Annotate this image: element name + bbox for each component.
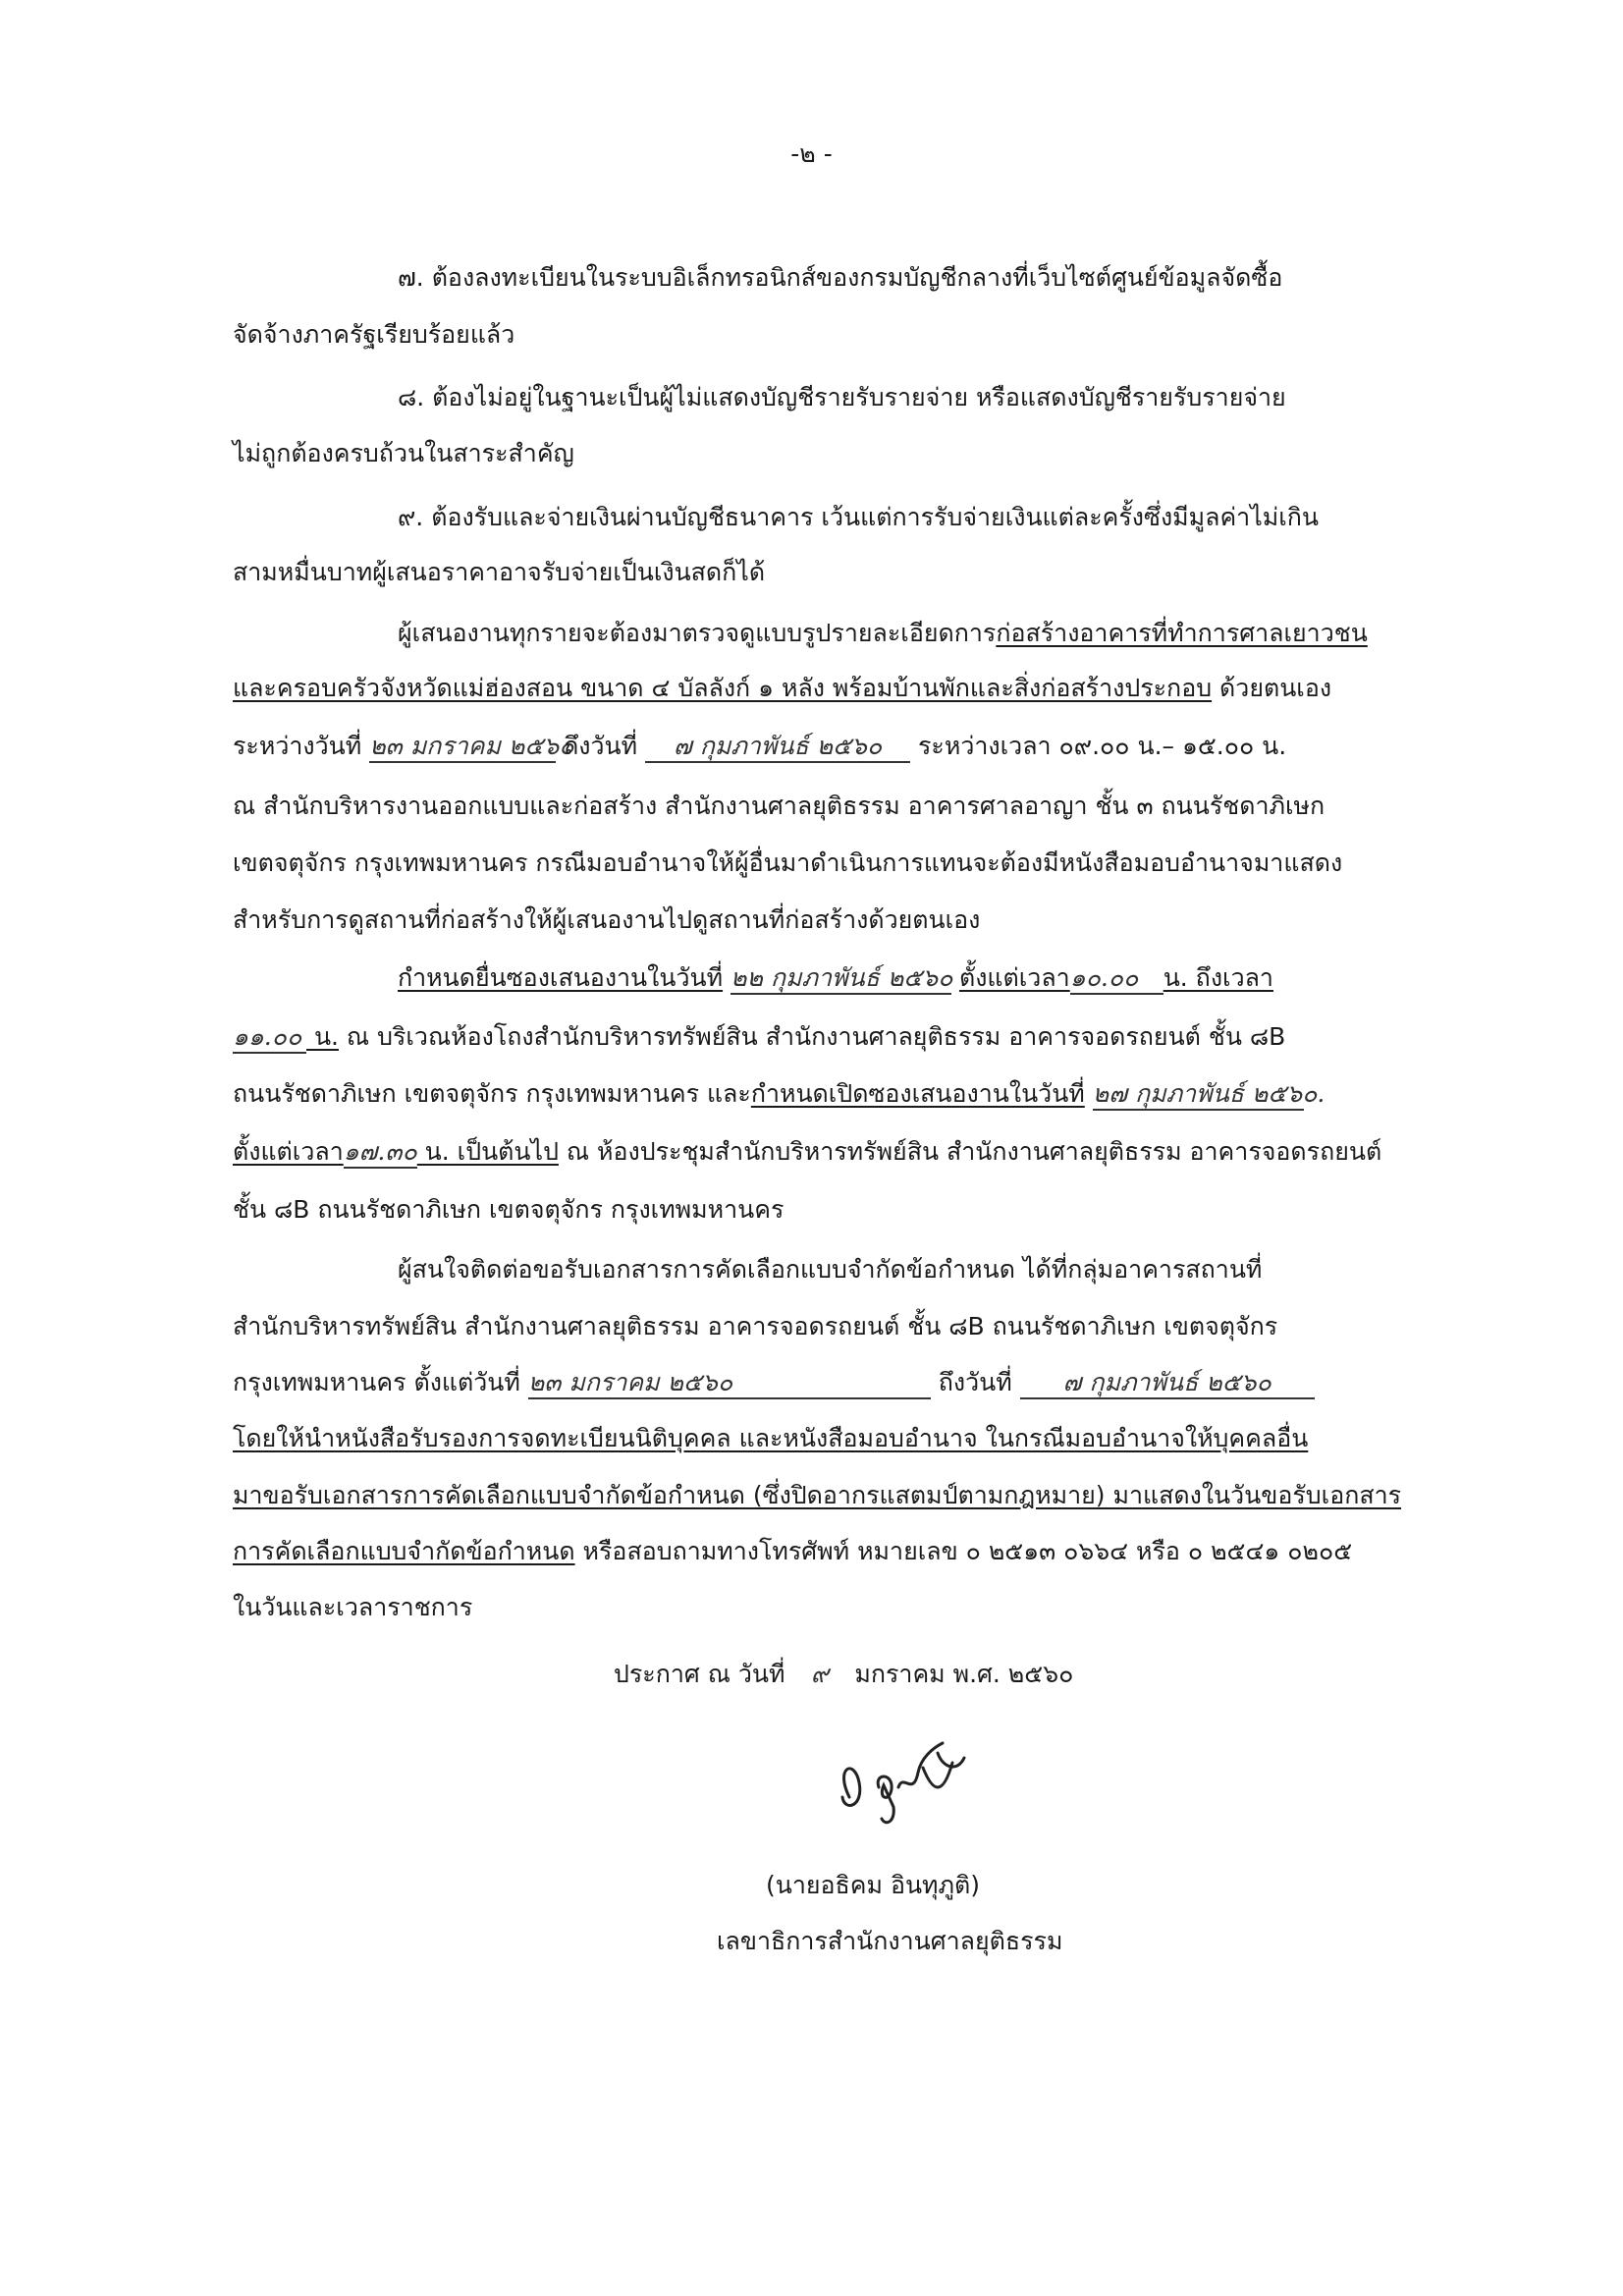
handwritten-day: ๙ (810, 1660, 830, 1688)
handwritten-date: ๗ กุมภาพันธ์ ๒๕๖๐ (673, 732, 883, 760)
item-7-line-1: ๗. ต้องลงทะเบียนในระบบอิเล็กทรอนิกส์ของกรมบัญชีกลางที่เว็บไซต์ศูนย์ข้อมูลจัดซื้อ (398, 263, 1283, 292)
documents-text: การคัดเลือกแบบจำกัดข้อกำหนด (233, 1537, 575, 1565)
announcement-prefix: ประกาศ ณ วันที่ (614, 1660, 785, 1688)
documents-line-3 (233, 1368, 1315, 1399)
documents-line-6 (233, 1537, 1352, 1566)
submission-text: กำหนดยื่นซองเสนองานในวันที่ (398, 963, 724, 992)
item-8-line-1: ๘. ต้องไม่อยู่ในฐานะเป็นผู้ไม่แสดงบัญชีรายรับรายจ่าย หรือแสดงบัญชีรายรับรายจ่าย (398, 383, 1286, 411)
handwritten-date: ๒๗ กุมภาพันธ์ ๒๕๖๐. (1092, 1079, 1325, 1108)
submission-text: กำหนดเปิดซองเสนองานในวันที่ (750, 1079, 1085, 1108)
survey-line-3 (233, 732, 1286, 763)
item-9-line-2: สามหมื่นบาทผู้เสนอราคาอาจรับจ่ายเป็นเงินสดก็ได้ (233, 558, 766, 586)
survey-line-5: เขตจตุจักร กรุงเทพมหานคร กรณีมอบอำนาจให้ผู้อื่นมาดำเนินการแทนจะต้องมีหนังสือมอบอำนาจมาแสดง (233, 848, 1343, 877)
signatory-position: เลขาธิการสำนักงานศาลยุติธรรม (717, 1927, 1063, 1955)
signatory-name: (นายอธิคม อินทุภูติ) (766, 1871, 981, 1899)
submission-text: น. เป็นต้นไป (416, 1137, 559, 1166)
documents-line-4: โดยให้นำหนังสือรับรองการจดทะเบียนนิติบุคคล และหนังสือมอบอำนาจ ในกรณีมอบอำนาจให้บุคคลอื่น (233, 1424, 1309, 1452)
submission-text: ตั้งแต่เวลา (958, 963, 1070, 992)
documents-text: กรุงเทพมหานคร ตั้งแต่วันที่ (233, 1368, 520, 1396)
item-8-line-2: ไม่ถูกต้องครบถ้วนในสาระสำคัญ (233, 439, 574, 467)
project-name-underlined: และครอบครัวจังหวัดแม่ฮ่องสอน ขนาด ๔ บัลลังก์ ๑ หลัง พร้อมบ้านพักและสิ่งก่อสร้างประกอบ (233, 674, 1213, 702)
handwritten-time: ๑๐.๐๐ (1069, 963, 1139, 992)
submission-line-1 (398, 963, 1273, 995)
page-number: -๒ - (790, 139, 833, 168)
submission-text: ตั้งแต่เวลา (233, 1137, 344, 1166)
survey-line-4: ณ สำนักบริหารงานออกแบบและก่อสร้าง สำนักงานศาลยุติธรรม อาคารศาลอาญา ชั้น ๓ ถนนรัชดาภิเษก (233, 792, 1325, 820)
submission-line-5: ชั้น ๘B ถนนรัชดาภิเษก เขตจตุจักร กรุงเทพมหานคร (233, 1195, 784, 1224)
submission-text: ณ ห้องประชุมสำนักบริหารทรัพย์สิน สำนักงานศาลยุติธรรม อาคารจอดรถยนต์ (558, 1137, 1382, 1166)
survey-line-2 (233, 674, 1331, 703)
announcement-month-year: มกราคม พ.ศ. ๒๕๖๐ (854, 1660, 1074, 1688)
item-9-line-1: ๙. ต้องรับและจ่ายเงินผ่านบัญชีธนาคาร เว้นแต่การรับจ่ายเงินแต่ละครั้งซึ่งมีมูลค่าไม่เกิน (398, 503, 1320, 531)
handwritten-date: ๒๒ กุมภาพันธ์ ๒๕๖๐ (730, 963, 953, 992)
documents-text: หรือสอบถามทางโทรศัพท์ หมายเลข ๐ ๒๕๑๓ ๐๖๖๔ หรือ ๐ ๒๕๔๑ ๐๒๐๕ (574, 1537, 1353, 1565)
submission-text: น. ถึงเวลา (1163, 963, 1273, 992)
documents-line-5: มาขอรับเอกสารการคัดเลือกแบบจำกัดข้อกำหนด (ซึ่งปิดอากรแสตมป์ตามกฎหมาย) มาแสดงในวันขอรับเอกสาร (233, 1481, 1402, 1509)
survey-time: ระหว่างเวลา ๐๙.๐๐ น.– ๑๕.๐๐ น. (918, 732, 1287, 760)
submission-line-2 (233, 1022, 1285, 1054)
handwritten-time: ๑๗.๓๐ (343, 1137, 417, 1166)
handwritten-time: ๑๑.๐๐ (233, 1022, 302, 1051)
survey-text: ถึงวันที่ (564, 732, 638, 760)
documents-line-1: ผู้สนใจติดต่อขอรับเอกสารการคัดเลือกแบบจำกัดข้อกำหนด ได้ที่กลุ่มอาคารสถานที่ (398, 1255, 1263, 1284)
submission-text: น. (306, 1022, 339, 1051)
handwritten-signature (795, 1728, 1011, 1836)
handwritten-date: ๒๓ มกราคม ๒๕๖๐ (527, 1368, 733, 1396)
submission-line-4 (233, 1137, 1381, 1169)
item-7-line-2: จัดจ้างภาครัฐเรียบร้อยแล้ว (233, 320, 515, 349)
documents-line-7: ในวันและเวลาราชการ (233, 1593, 473, 1621)
survey-text: ผู้เสนองานทุกรายจะต้องมาตรวจดูแบบรูปรายละเอียดการ (398, 619, 997, 647)
survey-line-1 (398, 619, 1368, 648)
documents-line-2: สำนักบริหารทรัพย์สิน สำนักงานศาลยุติธรรม อาคารจอดรถยนต์ ชั้น ๘B ถนนรัชดาภิเษก เขตจตุจักร (233, 1312, 1278, 1340)
submission-line-3 (233, 1079, 1325, 1111)
handwritten-date: ๗ กุมภาพันธ์ ๒๕๖๐ (1062, 1368, 1271, 1396)
survey-line-6: สำหรับการดูสถานที่ก่อสร้างให้ผู้เสนองานไปดูสถานที่ก่อสร้างด้วยตนเอง (233, 905, 981, 934)
handwritten-date: ๒๓ มกราคม ๒๕๖๐ (369, 732, 574, 760)
documents-text: ถึงวันที่ (938, 1368, 1012, 1396)
survey-text: ด้วยตนเอง (1212, 674, 1332, 702)
project-name-underlined: ก่อสร้างอาคารที่ทำการศาลเยาวชน (996, 619, 1368, 647)
submission-text: ณ บริเวณห้องโถงสำนักบริหารทรัพย์สิน สำนักงานศาลยุติธรรม อาคารจอดรถยนต์ ชั้น ๘B (338, 1022, 1286, 1051)
announcement-date (614, 1660, 1073, 1689)
submission-text: ถนนรัชดาภิเษก เขตจตุจักร กรุงเทพมหานคร และ (233, 1079, 751, 1108)
survey-text: ระหว่างวันที่ (233, 732, 362, 760)
